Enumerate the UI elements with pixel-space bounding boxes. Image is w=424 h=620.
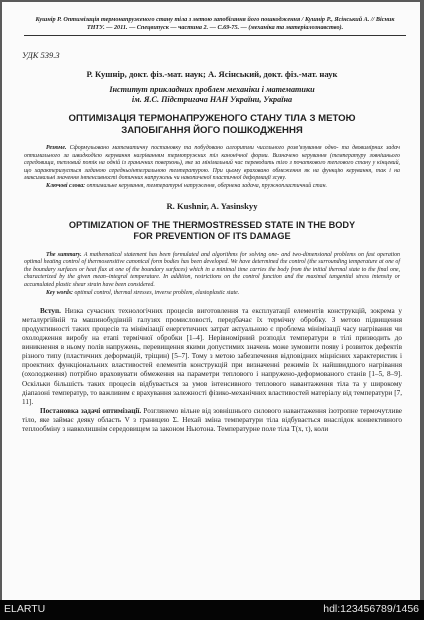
abstract-ukrainian (24, 145, 400, 183)
authors-ukrainian: Р. Кушнір, докт. фіз.-мат. наук; А. Ясінський, докт. фіз.-мат. наук (86, 69, 338, 79)
intro-text: Низка сучасних технологічних процесів виготовлення та експлуатації елементів конструкцій, зокрема у металургійній та машинобудівній галузях промисловості, передбачає їх термічну обробку. З метою підвищення продуктивності таких процесів та мінімізації енергетичних затрат актуальною є проблема мінімізації часу нагрівання чи охолодження виробу на етапі термічної обробки [1–4]. Нерівномірний розподіл температури в тілі призводить до виникнення в ньому полів напружень, перевищення якими допустимих значень може зумовити появу і розвиток дефектів різного типу (пластичних деформацій, тріщин) [5–7]. Тому з метою забезпечення відповідних міцнісних характеристик і проектних функціональних властивостей елементів конструкцій при визначенні режимів їх найшвидшого нагрівання (охолодження) потрібно враховувати обмеження на параметри теплового і напружено-деформованого станів [1–5, 8–9]. Оскільки більшість таких процесів відбувається за умов інтенсивного теплового навантаження тіла та у широкому діапазоні температур, то важливим є врахування залежності фізико-механічних властивостей матеріалу від температури [7, 11]. (22, 307, 403, 406)
affiliation-line-2: ім. Я.С. Підстригача НАН України, Україна (131, 95, 293, 104)
document-page (2, 2, 420, 600)
keywords-en-label: Key words: (46, 289, 73, 296)
intro-paragraph (22, 307, 402, 407)
summary-english (24, 252, 400, 290)
abstract-text: Сформульовано математичну постановку та побудовано алгоритми чисельного розв’язування одно- та двовимірних задач оптимального за швидкодією керування нагріванням термопружних тіл канонічної форми. Визначено керування (температуру зовнішнього середовища, тепловий потік на одній із граничних поверхонь), яке за мінімальний час переводить тіло з початкового теплового стану у кінцевий, що характеризується заданою середньоінтегральною температурою. При цьому враховано обмеження як на функцію керування, так і на максимальні значення інтенсивності дотичних напружень чи накопиченої пластичної деформації зсуву. (24, 145, 400, 182)
authors-english: R. Kushnir, A. Yasinskyy (166, 200, 258, 211)
problem-label: Постановка задачі оптимізації. (40, 406, 142, 415)
title-english-line-1: OPTIMIZATION OF THE THERMOSTRESSED STATE IN THE BODY (68, 219, 356, 230)
title-ukrainian-line-1: ОПТИМІЗАЦІЯ ТЕРМОНАПРУЖЕНОГО СТАНУ ТІЛА З МЕТОЮ (68, 113, 356, 124)
keywords-english (24, 290, 400, 298)
problem-text: Розглянемо вільне від зовнішнього силового навантаження ізотропне термочутливе тіло, яке займає деяку область V з границею Σ. Нехай зміна температури тіла відбувається внаслідок конвективного теплообміну з навколишнім середовищем за законом Ньютона. Температурне поле тіла T(x, τ), коли (22, 406, 403, 433)
keywords-en-text: optimal control, thermal stresses, inverse problem, elastoplastic state. (74, 289, 240, 296)
udk-code: УДК 539.3 (22, 50, 60, 60)
affiliation (18, 85, 406, 105)
keywords-label: Ключові слова: (46, 182, 86, 189)
summary-label: The summary. (46, 251, 82, 258)
affiliation-line-1: Інститут прикладних проблем механіки і математики (109, 85, 315, 94)
body-text (22, 307, 402, 434)
viewer-footer-bar (0, 600, 424, 620)
citation-header: Кушнір Р. Оптимізація термонапруженого стану тіла з метою запобігання його пошкодження / Кушнір Р., Ясінський А. // Вісник ТНТУ. — 2011. — Спецвипуск — частина 2. — С.69-75. — (механіка та матеріалознавство). (24, 14, 406, 36)
keywords-ukrainian (24, 183, 400, 191)
summary-text: A mathematical statement has been formulated and algorithms for solving one- and two-dimensional problems on fast operation optimal heating control of thermosensitive canonical form bodies has been developed. We have determined the control (the surrounding temperature at one of the boundary surfaces or heat flux at one of the boundary surfaces) which in a minimal time carries the body from the initial thermal state to the final one, characterized by the given mean–integral temperature. In addition, restrictions on the control function and the maximal tangential stress intensity or accumulated plastic shear strain have been considered. (24, 251, 400, 288)
title-ukrainian-line-2: ЗАПОБІГАННЯ ЙОГО ПОШКОДЖЕННЯ (121, 124, 303, 136)
title-english (18, 220, 406, 243)
title-english-line-2: FOR PREVENTION OF ITS DAMAGE (133, 231, 291, 242)
abstract-label: Резюме. (46, 145, 67, 151)
intro-label: Вступ. (40, 307, 61, 316)
title-ukrainian (18, 113, 406, 136)
problem-paragraph (22, 407, 402, 434)
handle-identifier: hdl:123456789/1456 (323, 603, 419, 615)
keywords-text: оптимальне керування, температурні напруження, обернена задача, пружнопластичний стан. (86, 182, 327, 189)
repository-name: ELARTU (4, 603, 46, 615)
